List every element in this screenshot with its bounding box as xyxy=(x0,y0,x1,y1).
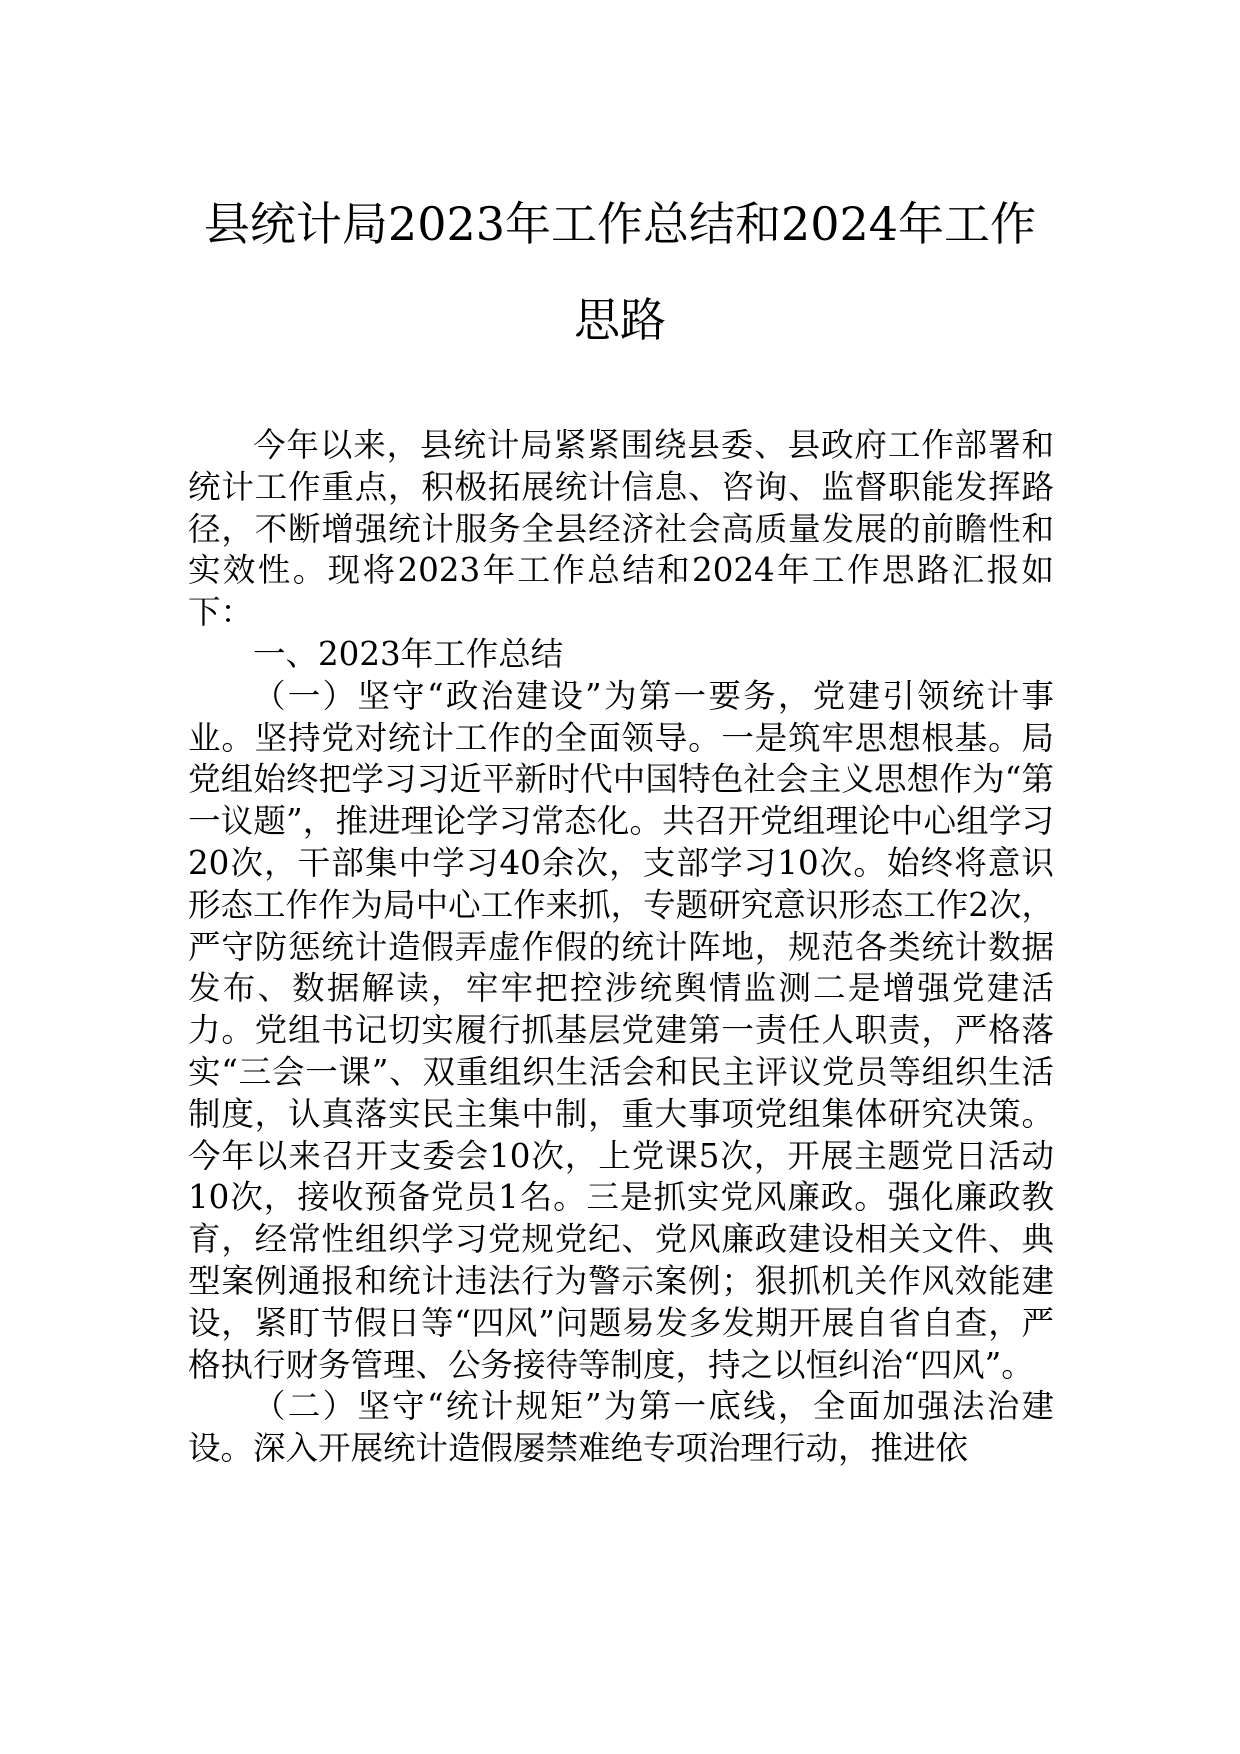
document-title: 县统计局2023年工作总结和2024年工作思路 xyxy=(203,197,1037,347)
subsection-paragraph: （一）坚守“政治建设”为第一要务，党建引领统计事业。坚持党对统计工作的全面领导。一是筑牢思想根基。局党组始终把学习习近平新时代中国特色社会主义思想作为“第一议题”，推进理论学习常态化。共召开党组理论中心组学习20次，干部集中学习40余次，支部学习10次。始终将意识形态工作作为局中心工作来抓，专题研究意识形态工作2次，严守防惩统计造假弄虚作假的统计阵地，规范各类统计数据发布、数据解读，牢牢把控涉统舆情监测二是增强党建活力。党组书记切实履行抓基层党建第一责任人职责，严格落实“三会一课”、双重组织生活会和民主评议党员等组织生活制度，认真落实民主集中制，重大事项党组集体研究决策。今年以来召开支委会10次，上党课5次，开展主题党日活动10次，接收预备党员1名。三是抓实党风廉政。强化廉政教育，经常性组织学习党规党纪、党风廉政建设相关文件、典型案例通报和统计违法行为警示案例；狠抓机关作风效能建设，紧盯节假日等“四风”问题易发多发期开展自省自查，严格执行财务管理、公务接待等制度，持之以恒纠治“四风”。 xyxy=(188,676,1054,1384)
document-body xyxy=(188,425,1054,1470)
intro-paragraph: 今年以来，县统计局紧紧围绕县委、县政府工作部署和统计工作重点，积极拓展统计信息、咨询、监督职能发挥路径，不断增强统计服务全县经济社会高质量发展的前瞻性和实效性。现将2023年工作总结和2024年工作思路汇报如下： xyxy=(188,426,1054,632)
subsection-paragraph: （二）坚守“统计规矩”为第一底线，全面加强法治建设。深入开展统计造假屡禁难绝专项治理行动，推进依 xyxy=(188,1387,1054,1468)
section-heading: 一、2023年工作总结 xyxy=(253,634,564,673)
